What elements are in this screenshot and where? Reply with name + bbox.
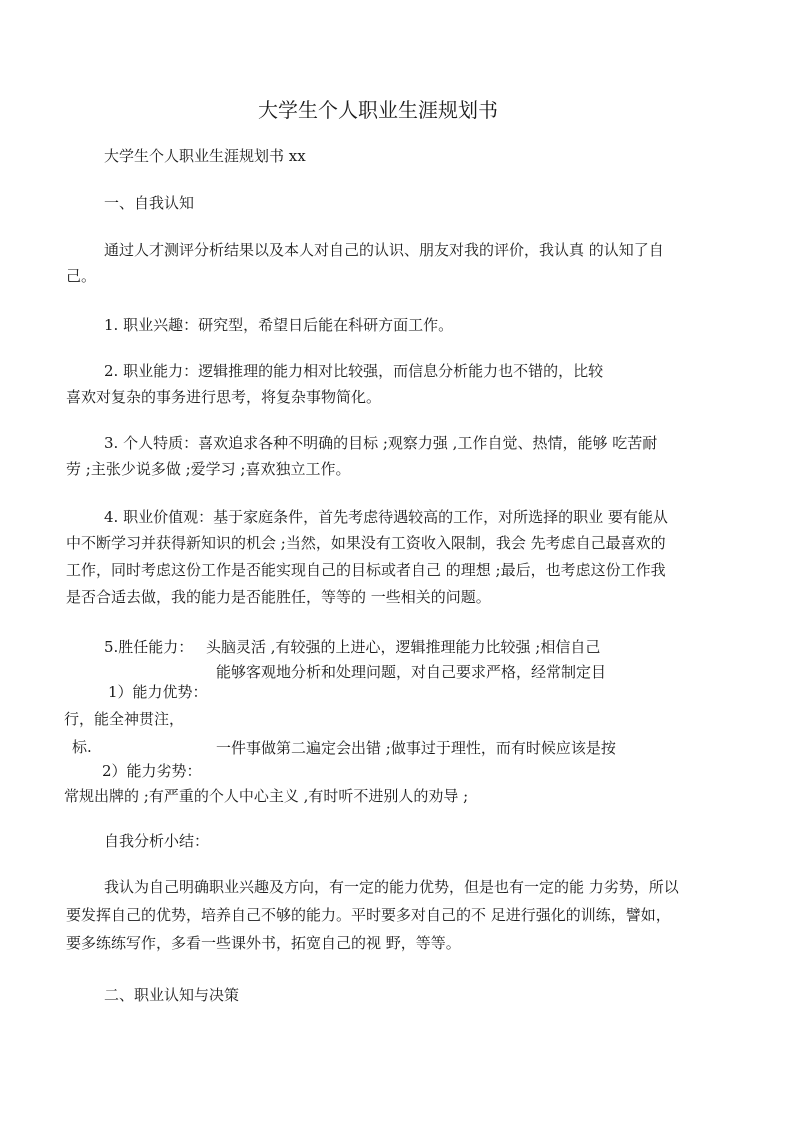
item-career-interest: 1. 职业兴趣：研究型，希望日后能在科研方面工作。 [104, 316, 454, 334]
strength-label: 1）能力优势： [108, 683, 208, 701]
item-personal-traits-line-2: 劳 ;主张少说多做 ;爱学习 ;喜欢独立工作。 [66, 460, 351, 478]
item-personal-traits-line-1: 3. 个人特质：喜欢追求各种不明确的目标 ;观察力强 ,工作自觉、热情，能够 吃苦耐 [104, 434, 658, 452]
item-career-ability-line-2: 喜欢对复杂的事务进行思考，将复杂事物简化。 [66, 388, 382, 406]
document-title: 大学生个人职业生涯规划书 [258, 98, 498, 122]
intro-line-2: 己。 [66, 267, 97, 285]
summary-line-3: 要多练练写作，多看一些课外书，拓宽自己的视 野，等等。 [66, 934, 461, 952]
item-competence-label: 5.胜任能力： [104, 638, 194, 656]
item-values-line-4: 是否合适去做，我的能力是否能胜任，等等的 一些相关的问题。 [66, 588, 491, 606]
item-competence-line-2: 能够客观地分析和处理问题，对自己要求严格，经常制定目 [216, 663, 607, 681]
section-heading-self-awareness: 一、自我认知 [104, 194, 195, 212]
item-values-line-2: 中不断学习并获得新知识的机会 ;当然，如果没有工资收入限制，我会 先考虑自己最喜欢的 [66, 534, 666, 552]
item-competence-line-3: 一件事做第二遍定会出错 ;做事过于理性，而有时候应该是按 [216, 739, 616, 757]
summary-line-2: 要发挥自己的优势，培养自己不够的能力。平时要多对自己的不 足进行强化的训练，譬如， [66, 906, 671, 924]
item-values-line-1: 4. 职业价值观：基于家庭条件，首先考虑待遇较高的工作，对所选择的职业 要有能从 [104, 508, 668, 526]
item-competence-line-4: 常规出牌的 ;有严重的个人中心主义 ,有时听不进别人的劝导 ; [64, 787, 469, 805]
weakness-label: 2）能力劣势： [102, 762, 202, 780]
summary-line-1: 我认为自己明确职业兴趣及方向，有一定的能力优势，但是也有一定的能 力劣势，所以 [104, 878, 679, 896]
strength-fragment-a: 行，能全神贯注， [64, 710, 185, 728]
item-career-ability-line-1: 2. 职业能力：逻辑推理的能力相对比较强，而信息分析能力也不错的，比较 [104, 362, 604, 380]
item-values-line-3: 工作，同时考虑这份工作是否能实现自己的目标或者自己 的理想 ;最后，也考虑这份工作我 [66, 561, 666, 579]
strength-fragment-b: 标. [72, 738, 92, 756]
document-subtitle: 大学生个人职业生涯规划书 xx [104, 147, 306, 165]
summary-heading: 自我分析小结： [104, 832, 210, 850]
intro-line-1: 通过人才测评分析结果以及本人对自己的认识、朋友对我的评价，我认真 的认知了自 [104, 241, 664, 259]
section-heading-career-decision: 二、职业认知与决策 [104, 986, 240, 1004]
item-competence-line-1: 头脑灵活 ,有较强的上进心，逻辑推理能力比较强 ;相信自己 [206, 638, 601, 656]
